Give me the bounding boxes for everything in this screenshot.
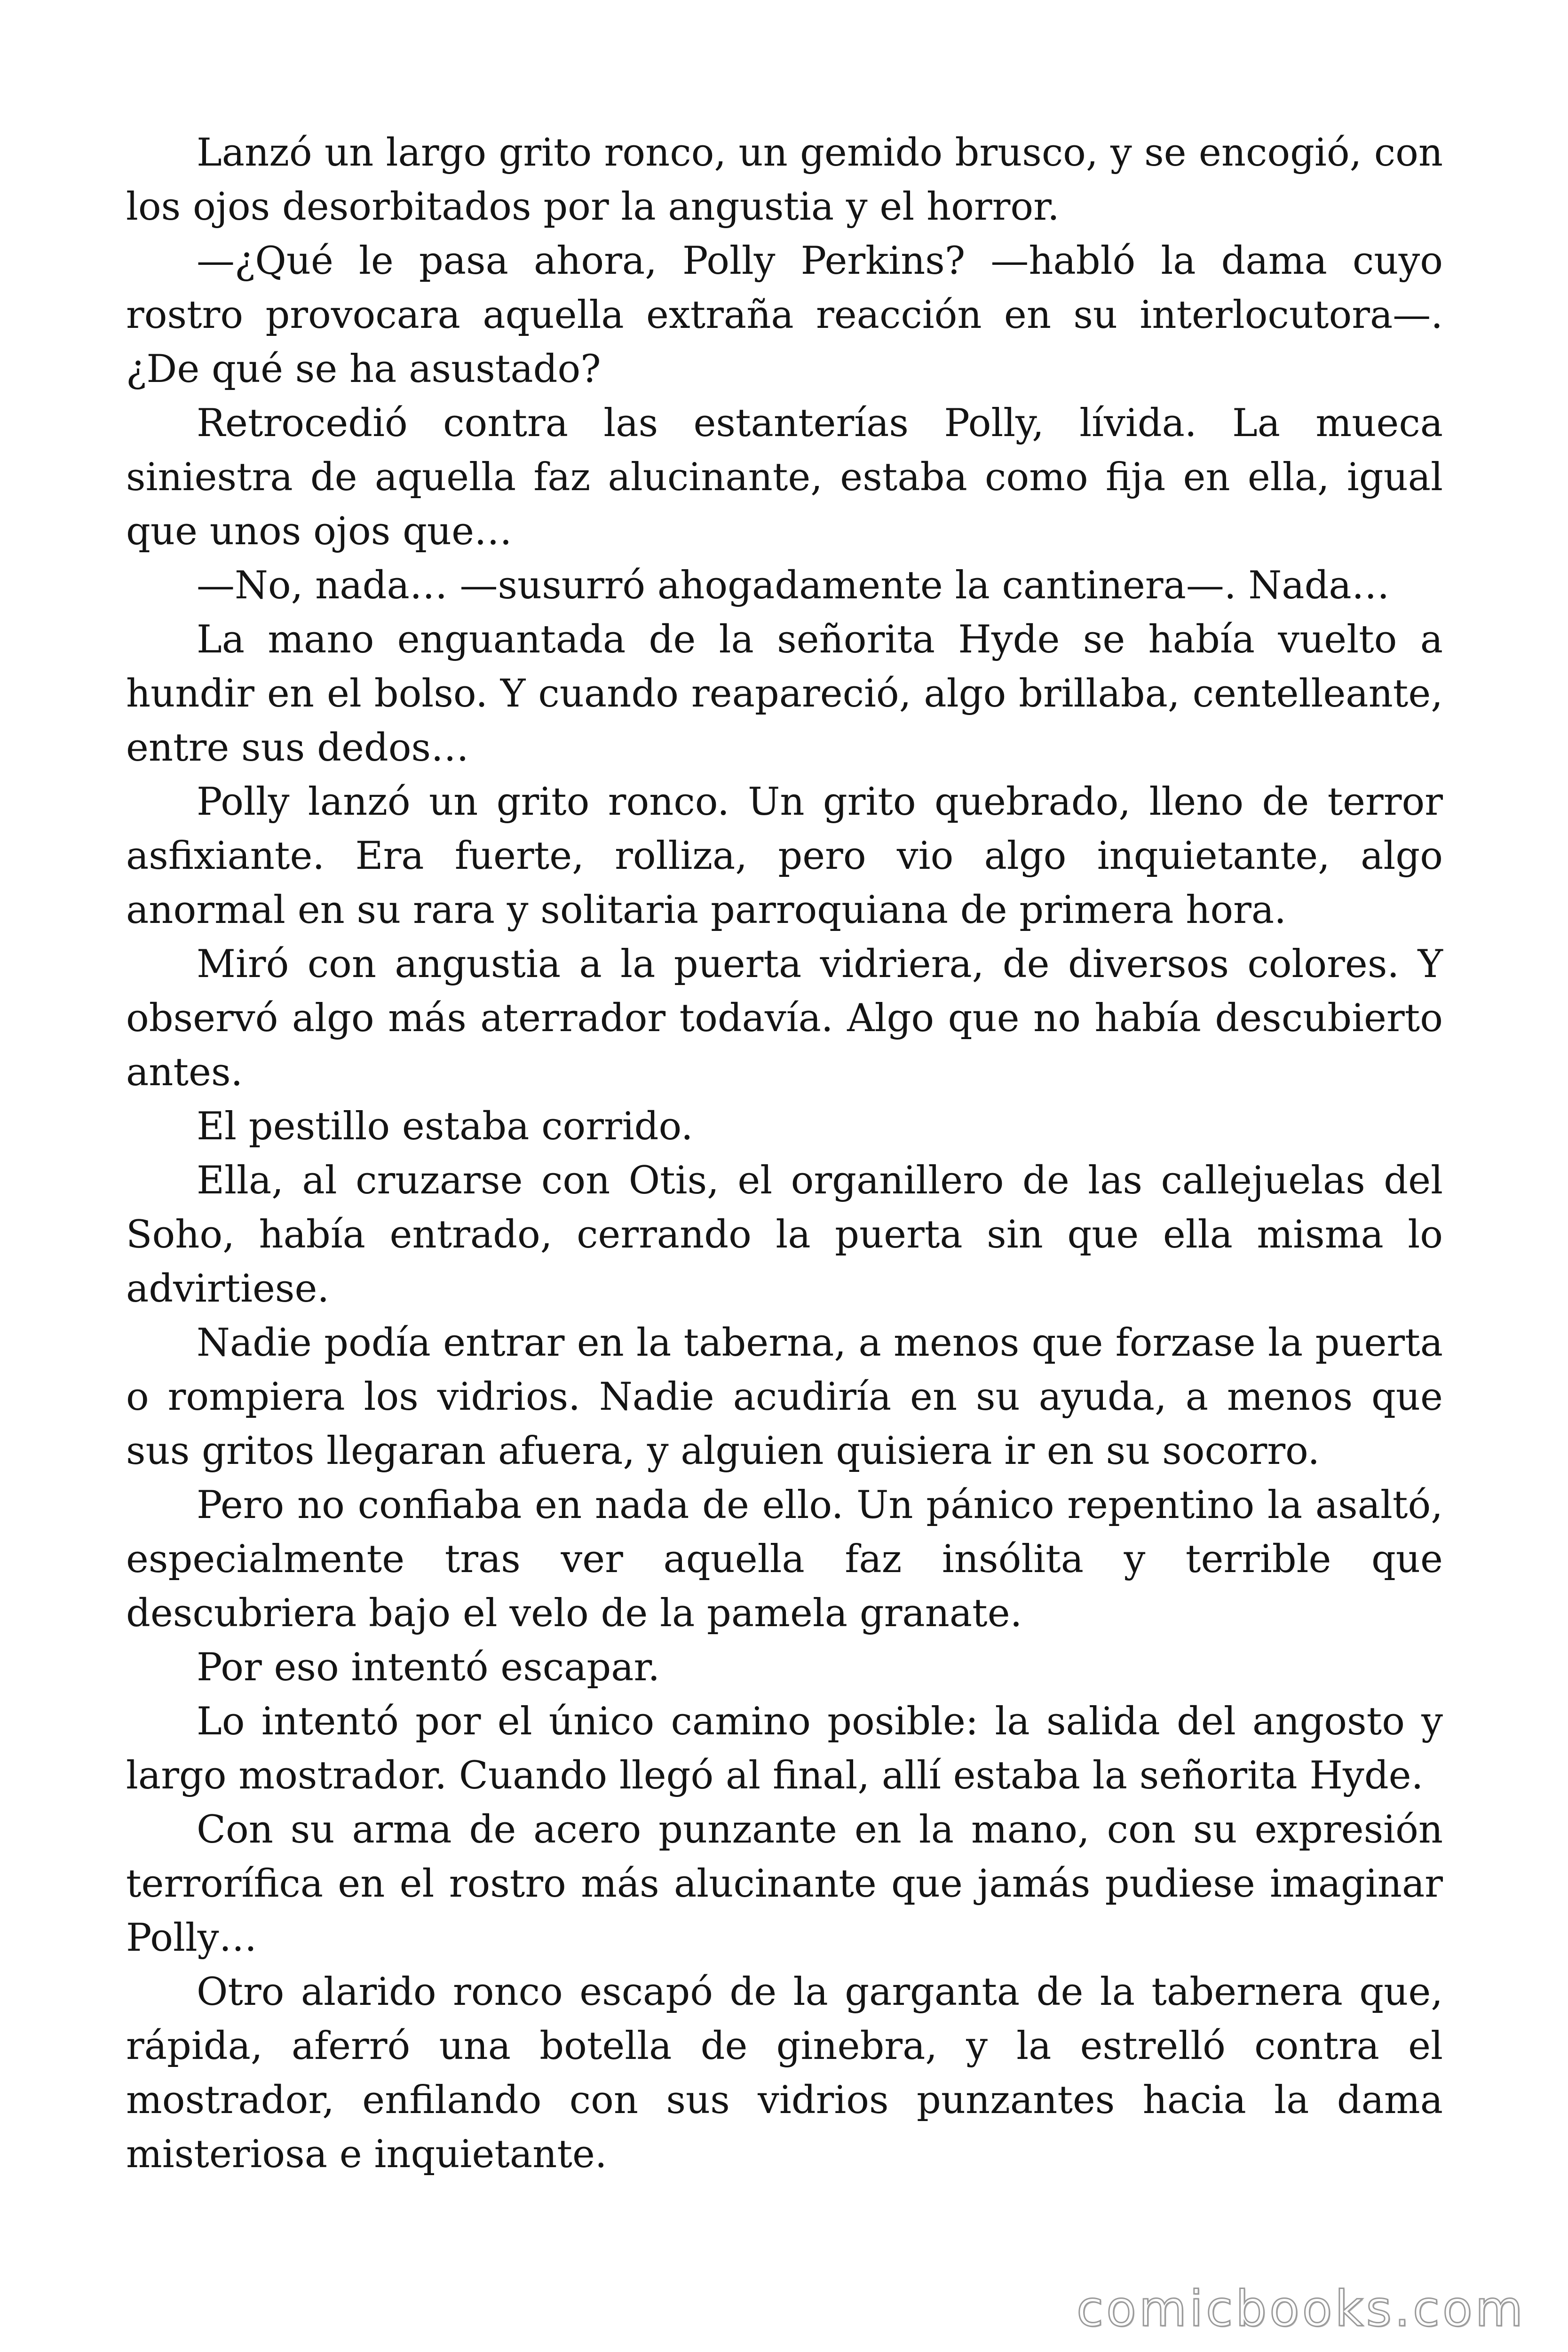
paragraph: —¿Qué le pasa ahora, Polly Perkins? —habló la dama cuyo rostro provocara aquella extraña reacción en su interlocutora—. ¿De qué se ha asustado? <box>126 239 1443 391</box>
paragraph: Lo intentó por el único camino posible: la salida del angosto y largo mostrador. Cuando llegó al final, allí estaba la señorita Hyde. <box>126 1700 1443 1798</box>
paragraph: —No, nada… —susurró ahogadamente la cantinera—. Nada… <box>197 564 1390 608</box>
paragraph: Miró con angustia a la puerta vidriera, de diversos colores. Y observó algo más aterrador todavía. Algo que no había descubierto antes. <box>126 942 1443 1095</box>
paragraph: Polly lanzó un grito ronco. Un grito quebrado, lleno de terror asfixiante. Era fuerte, rolliza, pero vio algo inquietante, algo anormal en su rara y solitaria parroquiana de primera hora. <box>126 780 1443 932</box>
paragraph: Ella, al cruzarse con Otis, el organillero de las callejuelas del Soho, había entrado, cerrando la puerta sin que ella misma lo advirtiese. <box>126 1159 1443 1311</box>
paragraph: La mano enguantada de la señorita Hyde se había vuelto a hundir en el bolso. Y cuando reapareció, algo brillaba, centelleante, entre sus dedos… <box>126 618 1443 770</box>
paragraph: Retrocedió contra las estanterías Polly, lívida. La mueca siniestra de aquella faz alucinante, estaba como fija en ella, igual que unos ojos que… <box>126 401 1443 554</box>
paragraph: Pero no confiaba en nada de ello. Un pánico repentino la asaltó, especialmente tras ver aquella faz insólita y terrible que descubriera bajo el velo de la pamela granate. <box>126 1483 1443 1636</box>
page-body <box>126 126 1443 2182</box>
paragraph: Lanzó un largo grito ronco, un gemido brusco, y se encogió, con los ojos desorbitados por la angustia y el horror. <box>126 131 1443 229</box>
paragraph: Otro alarido ronco escapó de la garganta de la tabernera que, rápida, aferró una botella de ginebra, y la estrelló contra el mostrador, enfilando con sus vidrios punzantes hacia la dama misteriosa e inquietante. <box>126 1970 1443 2177</box>
paragraph: Nadie podía entrar en la taberna, a menos que forzase la puerta o rompiera los vidrios. Nadie acudiría en su ayuda, a menos que sus gritos llegaran afuera, y alguien quisiera ir en su socorro. <box>126 1321 1443 1473</box>
watermark: comicbooks.com <box>1076 2280 1526 2337</box>
paragraph: Con su arma de acero punzante en la mano, con su expresión terrorífica en el rostro más alucinante que jamás pudiese imaginar Polly… <box>126 1808 1443 1960</box>
paragraph: El pestillo estaba corrido. <box>197 1104 693 1149</box>
paragraph: Por eso intentó escapar. <box>197 1645 660 1690</box>
